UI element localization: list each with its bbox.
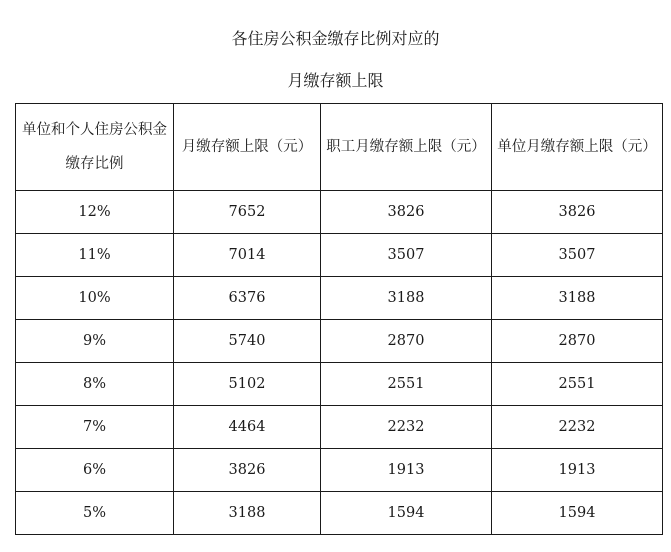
cell-employee-limit: 3507: [321, 234, 492, 277]
cell-employer-limit: 2870: [492, 320, 663, 363]
cell-employer-limit: 2551: [492, 363, 663, 406]
cell-ratio: 5%: [16, 492, 174, 535]
header-contribution-ratio: 单位和个人住房公积金缴存比例: [16, 104, 174, 191]
table-row: [16, 492, 663, 535]
table-header-row: [16, 104, 663, 191]
cell-employee-limit: 3188: [321, 277, 492, 320]
header-employer-limit: 单位月缴存额上限（元）: [492, 104, 663, 191]
cell-ratio: 11%: [16, 234, 174, 277]
table-row: [16, 320, 663, 363]
cell-employer-limit: 3826: [492, 191, 663, 234]
cell-employer-limit: 3507: [492, 234, 663, 277]
cell-employee-limit: 1594: [321, 492, 492, 535]
table-row: [16, 449, 663, 492]
header-employee-limit: 职工月缴存额上限（元）: [321, 104, 492, 191]
cell-ratio: 10%: [16, 277, 174, 320]
cell-monthly-limit: 7014: [174, 234, 321, 277]
cell-monthly-limit: 5102: [174, 363, 321, 406]
table-row: [16, 406, 663, 449]
cell-employee-limit: 2232: [321, 406, 492, 449]
cell-employee-limit: 1913: [321, 449, 492, 492]
cell-monthly-limit: 6376: [174, 277, 321, 320]
document-subtitle: 月缴存额上限: [287, 71, 384, 90]
cell-ratio: 8%: [16, 363, 174, 406]
cell-monthly-limit: 7652: [174, 191, 321, 234]
cell-employee-limit: 2870: [321, 320, 492, 363]
cell-employer-limit: 3188: [492, 277, 663, 320]
cell-employer-limit: 2232: [492, 406, 663, 449]
cell-ratio: 12%: [16, 191, 174, 234]
table-row: [16, 234, 663, 277]
cell-employee-limit: 2551: [321, 363, 492, 406]
table-row: [16, 363, 663, 406]
header-monthly-limit: 月缴存额上限（元）: [174, 104, 321, 191]
contribution-limit-table: [15, 103, 663, 535]
cell-employee-limit: 3826: [321, 191, 492, 234]
cell-ratio: 6%: [16, 449, 174, 492]
cell-employer-limit: 1913: [492, 449, 663, 492]
cell-monthly-limit: 3826: [174, 449, 321, 492]
table-row: [16, 191, 663, 234]
table-row: [16, 277, 663, 320]
cell-ratio: 9%: [16, 320, 174, 363]
cell-monthly-limit: 4464: [174, 406, 321, 449]
document-title: 各住房公积金缴存比例对应的: [231, 29, 440, 48]
cell-monthly-limit: 5740: [174, 320, 321, 363]
cell-monthly-limit: 3188: [174, 492, 321, 535]
cell-employer-limit: 1594: [492, 492, 663, 535]
cell-ratio: 7%: [16, 406, 174, 449]
